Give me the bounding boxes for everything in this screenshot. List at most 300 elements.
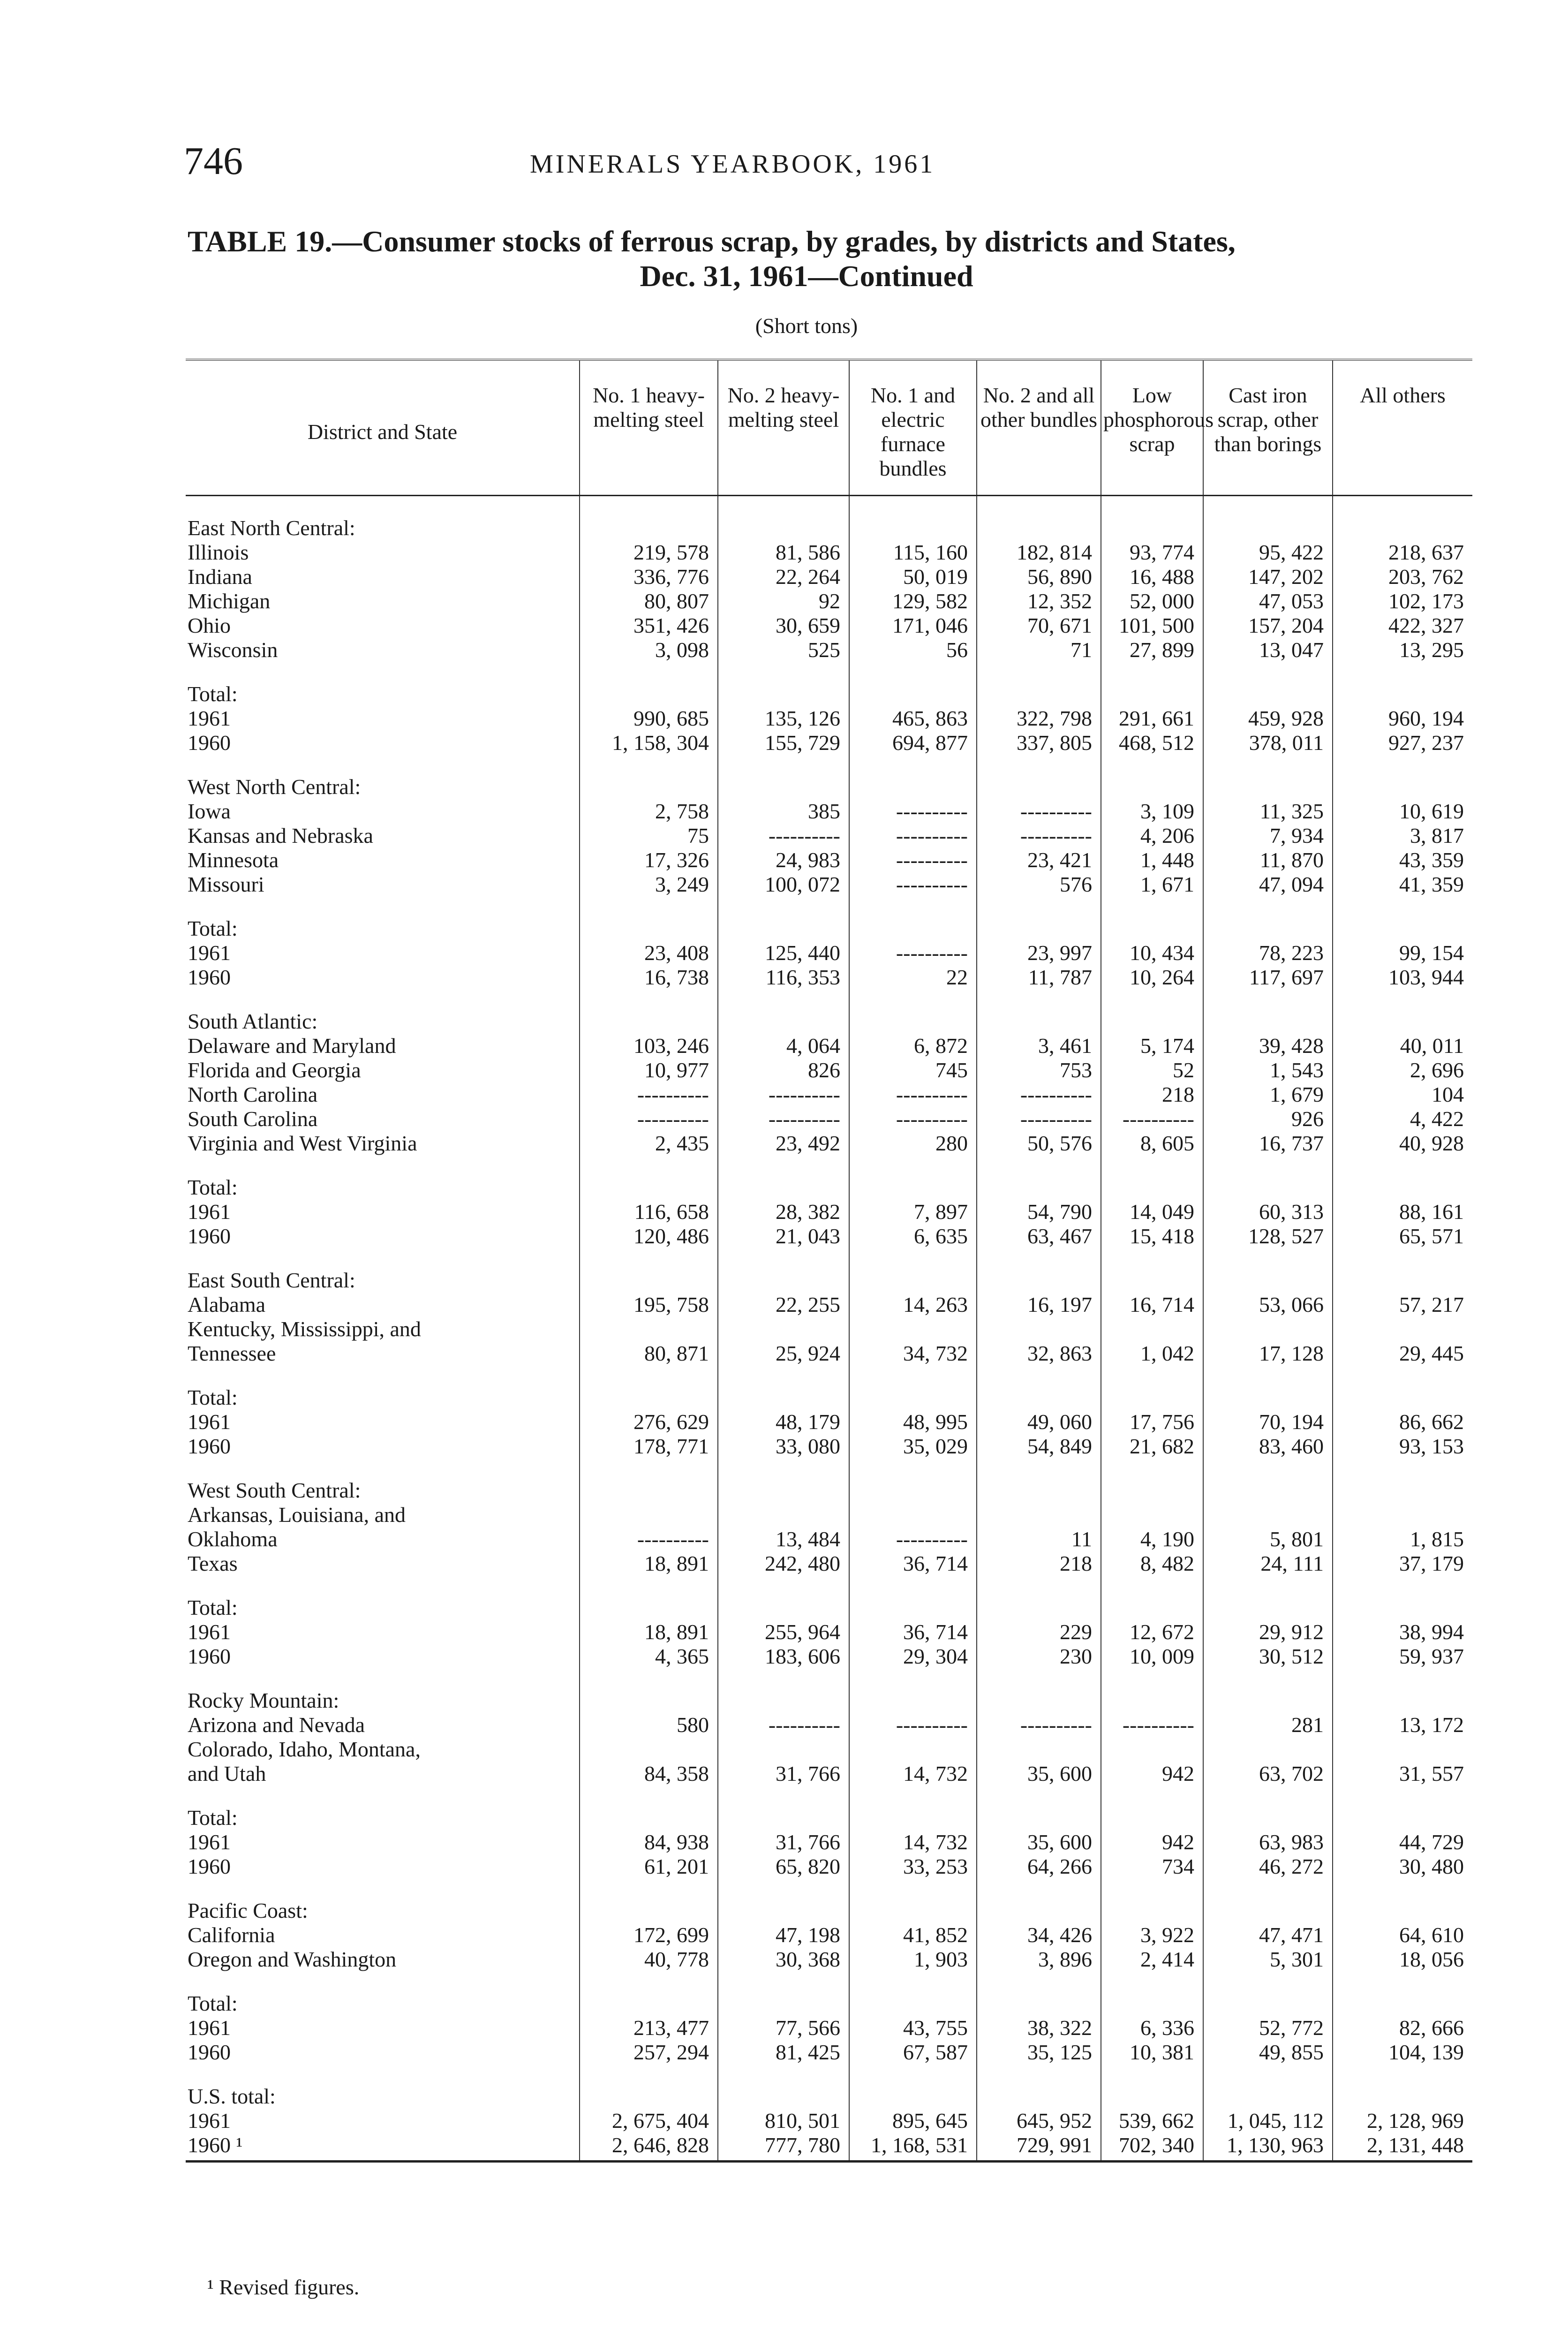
row-label: Colorado, Idaho, Montana, bbox=[188, 1737, 421, 1761]
table-cell: 576 bbox=[977, 872, 1101, 897]
table-cell: 2, 696 bbox=[1333, 1058, 1472, 1082]
table-cell: ---------- bbox=[849, 1527, 977, 1551]
row-label: South Atlantic: bbox=[188, 1009, 318, 1033]
table-cell bbox=[580, 755, 718, 799]
table-cell: ---------- bbox=[849, 872, 977, 897]
table-cell bbox=[1333, 897, 1472, 941]
row-label: Rocky Mountain: bbox=[188, 1688, 339, 1712]
table-cell bbox=[1101, 2065, 1203, 2109]
table-cell: 810, 501 bbox=[718, 2109, 849, 2133]
table-row bbox=[186, 990, 1472, 1034]
table-title bbox=[188, 224, 1425, 294]
table-cell: 1, 168, 531 bbox=[849, 2133, 977, 2162]
row-label: East South Central: bbox=[188, 1268, 355, 1292]
table-cell: 31, 766 bbox=[718, 1762, 849, 1786]
table-cell: 702, 340 bbox=[1101, 2133, 1203, 2162]
table-cell bbox=[1203, 496, 1333, 541]
table-cell: 10, 009 bbox=[1101, 1644, 1203, 1669]
table-cell bbox=[580, 496, 718, 541]
table-row bbox=[186, 2065, 1472, 2109]
table-cell bbox=[1203, 1786, 1333, 1830]
table-cell: 219, 578 bbox=[580, 540, 718, 565]
table-cell bbox=[580, 990, 718, 1034]
table-cell: 70, 671 bbox=[977, 613, 1101, 638]
table-cell: 927, 237 bbox=[1333, 731, 1472, 755]
table-cell: 172, 699 bbox=[580, 1923, 718, 1947]
table-cell: 99, 154 bbox=[1333, 941, 1472, 965]
table-cell bbox=[580, 1156, 718, 1200]
table-row bbox=[186, 799, 1472, 824]
table-cell: 65, 820 bbox=[718, 1854, 849, 1879]
table-cell: 13, 172 bbox=[1333, 1713, 1472, 1737]
row-label: Illinois bbox=[188, 540, 249, 564]
table-cell: 183, 606 bbox=[718, 1644, 849, 1669]
table-cell bbox=[1101, 1786, 1203, 1830]
table-row bbox=[186, 1830, 1472, 1854]
table-cell bbox=[580, 1366, 718, 1410]
table-cell: 17, 756 bbox=[1101, 1410, 1203, 1434]
table-row bbox=[186, 1410, 1472, 1434]
table-cell: 2, 131, 448 bbox=[1333, 2133, 1472, 2162]
table-cell: 23, 492 bbox=[718, 1131, 849, 1156]
table-cell: 385 bbox=[718, 799, 849, 824]
row-label: Kentucky, Mississippi, and bbox=[188, 1317, 421, 1341]
table-row bbox=[186, 662, 1472, 706]
table-cell: 38, 322 bbox=[977, 2016, 1101, 2040]
table-cell: 7, 934 bbox=[1203, 824, 1333, 848]
table-cell: 29, 445 bbox=[1333, 1341, 1472, 1366]
table-cell bbox=[1333, 662, 1472, 706]
table-cell: 230 bbox=[977, 1644, 1101, 1669]
table-cell: 30, 480 bbox=[1333, 1854, 1472, 1879]
column-header-no1-bundles: No. 1 and electric furnace bundles bbox=[849, 360, 977, 496]
table-row bbox=[186, 1317, 1472, 1341]
table-cell: 116, 658 bbox=[580, 1200, 718, 1224]
table-cell: ---------- bbox=[1101, 1713, 1203, 1737]
table-cell bbox=[977, 2065, 1101, 2109]
table-cell: 525 bbox=[718, 638, 849, 662]
table-cell: 103, 246 bbox=[580, 1034, 718, 1058]
table-cell: 10, 434 bbox=[1101, 941, 1203, 965]
table-cell: 10, 381 bbox=[1101, 2040, 1203, 2065]
table-cell: 48, 995 bbox=[849, 1410, 977, 1434]
table-row bbox=[186, 496, 1472, 541]
row-label: 1961 bbox=[188, 1200, 231, 1224]
table-row bbox=[186, 1879, 1472, 1923]
row-label: Arizona and Nevada bbox=[188, 1713, 365, 1737]
table-cell bbox=[977, 897, 1101, 941]
table-cell: 3, 817 bbox=[1333, 824, 1472, 848]
table-row bbox=[186, 1923, 1472, 1947]
table-cell: 3, 461 bbox=[977, 1034, 1101, 1058]
row-label: Missouri bbox=[188, 872, 264, 896]
table-cell: 115, 160 bbox=[849, 540, 977, 565]
row-label: Total: bbox=[188, 916, 238, 940]
table-cell bbox=[1203, 1737, 1333, 1762]
table-cell: 52, 000 bbox=[1101, 589, 1203, 613]
table-cell: 63, 702 bbox=[1203, 1762, 1333, 1786]
table-cell: 23, 997 bbox=[977, 941, 1101, 965]
table-cell: 10, 264 bbox=[1101, 965, 1203, 990]
table-cell: 84, 358 bbox=[580, 1762, 718, 1786]
row-label: 1960 bbox=[188, 2040, 231, 2064]
table-cell: 64, 266 bbox=[977, 1854, 1101, 1879]
table-cell: 378, 011 bbox=[1203, 731, 1333, 755]
table-cell bbox=[1333, 2065, 1472, 2109]
table-cell: 942 bbox=[1101, 1762, 1203, 1786]
table-cell bbox=[1101, 1879, 1203, 1923]
table-cell: 257, 294 bbox=[580, 2040, 718, 2065]
table-cell bbox=[718, 662, 849, 706]
row-label: 1961 bbox=[188, 1830, 231, 1854]
table-body bbox=[186, 496, 1472, 2162]
table-row bbox=[186, 540, 1472, 565]
table-cell: 1, 158, 304 bbox=[580, 731, 718, 755]
row-label: Tennessee bbox=[188, 1341, 276, 1365]
row-label: 1960 bbox=[188, 1854, 231, 1878]
row-label: 1960 bbox=[188, 731, 231, 755]
table-cell bbox=[580, 1972, 718, 2016]
table-cell: 40, 928 bbox=[1333, 1131, 1472, 1156]
table-cell: 18, 891 bbox=[580, 1620, 718, 1644]
table-cell bbox=[849, 1972, 977, 2016]
table-cell: 32, 863 bbox=[977, 1341, 1101, 1366]
table-cell: 104, 139 bbox=[1333, 2040, 1472, 2065]
table-cell: ---------- bbox=[718, 1713, 849, 1737]
row-label: West North Central: bbox=[188, 775, 361, 799]
table-cell: 926 bbox=[1203, 1107, 1333, 1131]
row-label: Oregon and Washington bbox=[188, 1947, 397, 1971]
table-row bbox=[186, 897, 1472, 941]
table-cell bbox=[977, 1737, 1101, 1762]
table-cell bbox=[1333, 1972, 1472, 2016]
table-cell: 422, 327 bbox=[1333, 613, 1472, 638]
table-cell: 33, 080 bbox=[718, 1434, 849, 1459]
table-cell: 11 bbox=[977, 1527, 1101, 1551]
table-row bbox=[186, 2016, 1472, 2040]
table-cell bbox=[849, 662, 977, 706]
table-cell: 3, 922 bbox=[1101, 1923, 1203, 1947]
table-cell bbox=[1333, 496, 1472, 541]
table-cell bbox=[849, 755, 977, 799]
table-cell: 129, 582 bbox=[849, 589, 977, 613]
table-cell: 24, 111 bbox=[1203, 1551, 1333, 1576]
table-cell: 28, 382 bbox=[718, 1200, 849, 1224]
table-cell: 11, 325 bbox=[1203, 799, 1333, 824]
table-cell: 1, 543 bbox=[1203, 1058, 1333, 1082]
table-cell: 33, 253 bbox=[849, 1854, 977, 1879]
table-cell: 128, 527 bbox=[1203, 1224, 1333, 1248]
table-cell bbox=[580, 1317, 718, 1341]
table-cell: 80, 807 bbox=[580, 589, 718, 613]
table-cell bbox=[977, 990, 1101, 1034]
row-label: 1961 bbox=[188, 2016, 231, 2040]
footnote: ¹ Revised figures. bbox=[207, 2275, 360, 2299]
table-cell: 88, 161 bbox=[1333, 1200, 1472, 1224]
table-cell: 10, 977 bbox=[580, 1058, 718, 1082]
table-cell: 39, 428 bbox=[1203, 1034, 1333, 1058]
table-cell: 694, 877 bbox=[849, 731, 977, 755]
table-cell: 35, 600 bbox=[977, 1830, 1101, 1854]
row-label: and Utah bbox=[188, 1762, 266, 1785]
table-row bbox=[186, 1669, 1472, 1713]
table-cell: 95, 422 bbox=[1203, 540, 1333, 565]
table-row bbox=[186, 1551, 1472, 1576]
table-row bbox=[186, 1131, 1472, 1156]
table-row bbox=[186, 2109, 1472, 2133]
table-cell: 276, 629 bbox=[580, 1410, 718, 1434]
table-cell bbox=[977, 1879, 1101, 1923]
table-cell: 351, 426 bbox=[580, 613, 718, 638]
table-header-row bbox=[186, 360, 1472, 496]
table-cell: 64, 610 bbox=[1333, 1923, 1472, 1947]
table-units: (Short tons) bbox=[755, 314, 858, 338]
table-cell: 5, 801 bbox=[1203, 1527, 1333, 1551]
table-cell bbox=[849, 990, 977, 1034]
table-cell: 468, 512 bbox=[1101, 731, 1203, 755]
table-cell bbox=[977, 1366, 1101, 1410]
table-cell: 38, 994 bbox=[1333, 1620, 1472, 1644]
table-row bbox=[186, 1620, 1472, 1644]
table-cell bbox=[977, 1669, 1101, 1713]
table-row bbox=[186, 731, 1472, 755]
table-cell: 13, 295 bbox=[1333, 638, 1472, 662]
table-cell bbox=[1101, 1737, 1203, 1762]
table-cell bbox=[1203, 1576, 1333, 1620]
table-cell: 280 bbox=[849, 1131, 977, 1156]
table-cell bbox=[1101, 662, 1203, 706]
table-cell: 23, 421 bbox=[977, 848, 1101, 872]
table-cell bbox=[718, 2065, 849, 2109]
table-row bbox=[186, 1293, 1472, 1317]
row-label: Total: bbox=[188, 682, 238, 706]
table-cell: 2, 758 bbox=[580, 799, 718, 824]
table-row bbox=[186, 1200, 1472, 1224]
table-cell: 7, 897 bbox=[849, 1200, 977, 1224]
table-cell: 895, 645 bbox=[849, 2109, 977, 2133]
table-cell bbox=[580, 1786, 718, 1830]
table-cell: 117, 697 bbox=[1203, 965, 1333, 990]
table-cell: 16, 488 bbox=[1101, 565, 1203, 589]
table-row bbox=[186, 1341, 1472, 1366]
column-header-district: District and State bbox=[186, 360, 580, 496]
row-label: 1961 bbox=[188, 2109, 231, 2133]
row-label: West South Central: bbox=[188, 1478, 361, 1502]
table-cell bbox=[849, 1503, 977, 1527]
table-cell bbox=[1101, 1459, 1203, 1503]
table-cell bbox=[849, 1669, 977, 1713]
table-cell bbox=[1101, 496, 1203, 541]
row-label: U.S. total: bbox=[188, 2084, 276, 2108]
table-cell bbox=[1101, 1317, 1203, 1341]
table-row bbox=[186, 1503, 1472, 1527]
table-cell bbox=[977, 1786, 1101, 1830]
table-cell: 729, 991 bbox=[977, 2133, 1101, 2162]
table-title-line-2: Dec. 31, 1961—Continued bbox=[640, 259, 973, 293]
table-cell: 337, 805 bbox=[977, 731, 1101, 755]
table-cell: 4, 206 bbox=[1101, 824, 1203, 848]
table-cell bbox=[580, 1576, 718, 1620]
table-cell bbox=[849, 1737, 977, 1762]
table-cell bbox=[1203, 1503, 1333, 1527]
table-cell: 213, 477 bbox=[580, 2016, 718, 2040]
table-cell bbox=[718, 1503, 849, 1527]
table-cell: 54, 849 bbox=[977, 1434, 1101, 1459]
table-cell bbox=[1203, 2065, 1333, 2109]
table-cell bbox=[580, 662, 718, 706]
table-row bbox=[186, 755, 1472, 799]
row-label: Minnesota bbox=[188, 848, 279, 872]
table-cell bbox=[1101, 1503, 1203, 1527]
table-cell: 1, 042 bbox=[1101, 1341, 1203, 1366]
table-row bbox=[186, 613, 1472, 638]
table-cell: 322, 798 bbox=[977, 706, 1101, 731]
table-cell bbox=[1333, 1156, 1472, 1200]
table-cell: ---------- bbox=[580, 1527, 718, 1551]
table-row bbox=[186, 1082, 1472, 1107]
row-label: 1960 ¹ bbox=[186, 2133, 580, 2162]
table-cell bbox=[1101, 1972, 1203, 2016]
table-cell: 49, 855 bbox=[1203, 2040, 1333, 2065]
table-cell: 81, 425 bbox=[718, 2040, 849, 2065]
table-cell: 21, 043 bbox=[718, 1224, 849, 1248]
table-cell bbox=[1333, 1503, 1472, 1527]
table-row bbox=[186, 1034, 1472, 1058]
table-cell: 147, 202 bbox=[1203, 565, 1333, 589]
table-cell: 44, 729 bbox=[1333, 1830, 1472, 1854]
table-cell bbox=[718, 1576, 849, 1620]
table-cell bbox=[1101, 755, 1203, 799]
table-cell: 23, 408 bbox=[580, 941, 718, 965]
table-cell: 21, 682 bbox=[1101, 1434, 1203, 1459]
row-label: 1961 bbox=[188, 1620, 231, 1644]
table-cell: 70, 194 bbox=[1203, 1410, 1333, 1434]
row-label: Florida and Georgia bbox=[188, 1058, 361, 1082]
table-row bbox=[186, 1224, 1472, 1248]
table-cell bbox=[1101, 1669, 1203, 1713]
table-cell: ---------- bbox=[849, 824, 977, 848]
table-cell bbox=[977, 1576, 1101, 1620]
table-cell: ---------- bbox=[849, 799, 977, 824]
table-cell: 942 bbox=[1101, 1830, 1203, 1854]
column-header-no2-heavy-melting: No. 2 heavy-melting steel bbox=[718, 360, 849, 496]
column-header-low-phosphorous: Low phosphorous scrap bbox=[1101, 360, 1203, 496]
table-cell: 777, 780 bbox=[718, 2133, 849, 2162]
table-cell bbox=[849, 1366, 977, 1410]
table-cell bbox=[718, 755, 849, 799]
table-cell bbox=[1203, 755, 1333, 799]
table-cell bbox=[580, 897, 718, 941]
row-label: Oklahoma bbox=[188, 1527, 278, 1551]
table-row bbox=[186, 1762, 1472, 1786]
table-cell bbox=[977, 1972, 1101, 2016]
table-cell: 753 bbox=[977, 1058, 1101, 1082]
row-label: South Carolina bbox=[188, 1107, 318, 1131]
table-cell: 29, 912 bbox=[1203, 1620, 1333, 1644]
table-cell: 1, 448 bbox=[1101, 848, 1203, 872]
table-row bbox=[186, 1947, 1472, 1972]
table-cell: 24, 983 bbox=[718, 848, 849, 872]
table-cell: 54, 790 bbox=[977, 1200, 1101, 1224]
table-cell bbox=[1203, 1459, 1333, 1503]
table-cell: 67, 587 bbox=[849, 2040, 977, 2065]
table-cell bbox=[718, 990, 849, 1034]
table-cell: 13, 484 bbox=[718, 1527, 849, 1551]
row-label: Total: bbox=[188, 1991, 238, 2015]
table-cell bbox=[1203, 662, 1333, 706]
table-cell: 35, 125 bbox=[977, 2040, 1101, 2065]
table-cell: 52 bbox=[1101, 1058, 1203, 1082]
table-cell bbox=[977, 1459, 1101, 1503]
row-label: Pacific Coast: bbox=[188, 1899, 308, 1922]
row-label: 1961 bbox=[188, 1410, 231, 1434]
table-cell: 6, 635 bbox=[849, 1224, 977, 1248]
table-cell: 47, 053 bbox=[1203, 589, 1333, 613]
table-cell bbox=[1333, 1669, 1472, 1713]
table-cell: 2, 646, 828 bbox=[580, 2133, 718, 2162]
table-cell: 41, 359 bbox=[1333, 872, 1472, 897]
table-cell: 125, 440 bbox=[718, 941, 849, 965]
table-cell bbox=[580, 1459, 718, 1503]
table-cell: 16, 197 bbox=[977, 1293, 1101, 1317]
table-cell: 13, 047 bbox=[1203, 638, 1333, 662]
table-cell: 218, 637 bbox=[1333, 540, 1472, 565]
running-head: MINERALS YEARBOOK, 1961 bbox=[530, 150, 935, 179]
table-cell: 242, 480 bbox=[718, 1551, 849, 1576]
table-cell: 1, 815 bbox=[1333, 1527, 1472, 1551]
table-row bbox=[186, 1248, 1472, 1293]
table-cell: 645, 952 bbox=[977, 2109, 1101, 2133]
table-row bbox=[186, 1058, 1472, 1082]
row-label: Texas bbox=[188, 1551, 238, 1575]
table-cell bbox=[977, 1156, 1101, 1200]
table-cell: 43, 755 bbox=[849, 2016, 977, 2040]
row-label: Ohio bbox=[188, 613, 231, 637]
table-cell: 734 bbox=[1101, 1854, 1203, 1879]
table-cell: 22 bbox=[849, 965, 977, 990]
table-cell: 84, 938 bbox=[580, 1830, 718, 1854]
table-cell bbox=[1203, 1317, 1333, 1341]
row-label: 1961 bbox=[188, 706, 231, 730]
row-label: North Carolina bbox=[188, 1082, 318, 1106]
table-row bbox=[186, 1644, 1472, 1669]
table-row bbox=[186, 1713, 1472, 1737]
table-cell: 47, 094 bbox=[1203, 872, 1333, 897]
row-label: 1960 bbox=[188, 1644, 231, 1668]
table-row bbox=[186, 1527, 1472, 1551]
column-header-cast-iron: Cast iron scrap, other than borings bbox=[1203, 360, 1333, 496]
table-cell bbox=[718, 1156, 849, 1200]
table-cell: 36, 714 bbox=[849, 1551, 977, 1576]
row-label: Iowa bbox=[188, 799, 231, 823]
table-cell: 17, 326 bbox=[580, 848, 718, 872]
table-cell: ---------- bbox=[580, 1107, 718, 1131]
table-cell: 104 bbox=[1333, 1082, 1472, 1107]
row-label: 1960 bbox=[188, 1434, 231, 1458]
table-cell: 203, 762 bbox=[1333, 565, 1472, 589]
table-cell: 16, 738 bbox=[580, 965, 718, 990]
table-cell: 5, 301 bbox=[1203, 1947, 1333, 1972]
table-row bbox=[186, 1786, 1472, 1830]
table-row bbox=[186, 1434, 1472, 1459]
table-cell bbox=[849, 1156, 977, 1200]
table-cell: 47, 471 bbox=[1203, 1923, 1333, 1947]
table-cell bbox=[1333, 1737, 1472, 1762]
table-cell: 255, 964 bbox=[718, 1620, 849, 1644]
table-cell: 81, 586 bbox=[718, 540, 849, 565]
table-cell bbox=[849, 1879, 977, 1923]
table-cell bbox=[1333, 1459, 1472, 1503]
